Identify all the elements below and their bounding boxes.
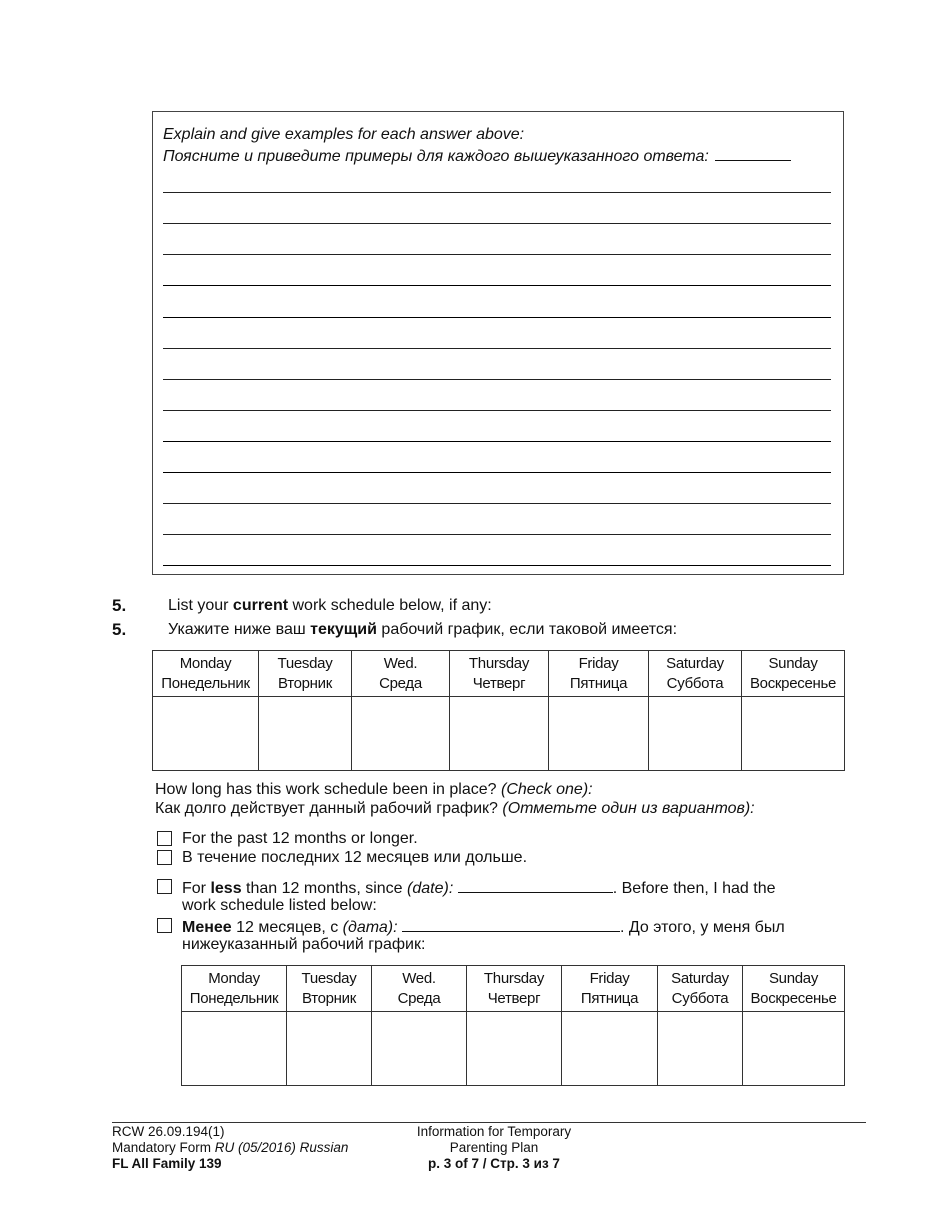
footer-rcw: RCW 26.09.194(1) [112, 1124, 225, 1139]
day-header-thursday: Thursday Четверг [450, 651, 549, 697]
opt2-en-italic: (date): [407, 880, 454, 897]
schedule-cell-sunday[interactable] [742, 697, 845, 771]
footer-mandatory-italic: RU (05/2016) Russian [214, 1140, 349, 1155]
opt2-en-mid: than 12 months, since [241, 880, 408, 897]
footer-divider [112, 1122, 866, 1123]
schedule-cell-tuesday[interactable] [287, 1012, 372, 1086]
opt2-ru-post: . До этого, у меня был [620, 919, 785, 936]
day-header-sunday: Sunday Воскресенье [742, 651, 845, 697]
write-line[interactable] [163, 441, 831, 442]
explain-prompt-en: Explain and give examples for each answer above: [163, 126, 525, 143]
opt2-label-ru-line2: нижеуказанный рабочий график: [182, 936, 426, 953]
write-line[interactable] [163, 503, 831, 504]
schedule-cell-saturday[interactable] [658, 1012, 743, 1086]
table-header-row [153, 651, 845, 697]
write-line[interactable] [163, 472, 831, 473]
write-line[interactable] [163, 379, 831, 380]
footer-title-line2: Parenting Plan [449, 1140, 539, 1155]
opt1-label-en: For the past 12 months or longer. [182, 830, 418, 847]
day-header-wednesday: Wed. Среда [352, 651, 450, 697]
footer-center [394, 1124, 594, 1172]
opt1-label-ru: В течение последних 12 месяцев или дольше. [182, 849, 528, 866]
day-header-friday: Friday Пятница [549, 651, 649, 697]
q5-ru-post: рабочий график, если таковой имеется: [376, 621, 678, 638]
footer-mandatory-pre: Mandatory Form [112, 1140, 215, 1155]
schedule-cell-friday[interactable] [562, 1012, 658, 1086]
schedule-cell-thursday[interactable] [467, 1012, 562, 1086]
opt2-en-pre: For [182, 880, 211, 897]
write-line[interactable] [163, 192, 831, 193]
dq-en-text: How long has this work schedule been in place? [155, 781, 497, 798]
day-header-monday: Monday Понедельник [182, 966, 287, 1012]
day-header-sunday: Sunday Воскресенье [743, 966, 845, 1012]
explain-blank[interactable] [715, 146, 791, 161]
opt2-label-en [182, 878, 776, 898]
day-header-tuesday: Tuesday Вторник [259, 651, 352, 697]
opt2-ru-bold: Менее [182, 919, 232, 936]
past-12-months-checkbox-ru[interactable] [157, 850, 172, 865]
schedule-cell-sunday[interactable] [743, 1012, 845, 1086]
footer-title-line1: Information for Temporary [416, 1124, 572, 1139]
write-line[interactable] [163, 348, 831, 349]
question-5-en [168, 597, 492, 615]
schedule-cell-wednesday[interactable] [372, 1012, 467, 1086]
write-line[interactable] [163, 565, 831, 566]
dq-ru-italic: (Отметьте один из вариантов): [502, 800, 755, 817]
opt2-label-en-line2: work schedule listed below: [182, 897, 377, 914]
explain-prompt-ru-text: Поясните и приведите примеры для каждого вышеуказанного ответа: [163, 148, 709, 165]
schedule-cell-thursday[interactable] [450, 697, 549, 771]
day-header-friday: Friday Пятница [562, 966, 658, 1012]
previous-schedule-table [181, 965, 845, 1086]
question-number: 5. [112, 596, 127, 615]
write-line[interactable] [163, 223, 831, 224]
explain-prompt-ru [163, 146, 791, 166]
schedule-cell-friday[interactable] [549, 697, 649, 771]
write-line[interactable] [163, 285, 831, 286]
opt2-en-bold: less [210, 880, 242, 897]
q5-en-pre: List your [168, 597, 233, 614]
footer-form-id: FL All Family 139 [112, 1156, 222, 1171]
since-date-field-ru[interactable] [402, 917, 620, 932]
schedule-cell-saturday[interactable] [649, 697, 742, 771]
day-header-monday: Monday Понедельник [153, 651, 259, 697]
day-header-wednesday: Wed. Среда [372, 966, 467, 1012]
day-header-thursday: Thursday Четверг [467, 966, 562, 1012]
footer-mandatory [112, 1140, 348, 1156]
dq-en-italic: (Check one): [501, 781, 593, 798]
duration-question-ru [155, 800, 755, 818]
opt2-label-ru [182, 917, 785, 937]
footer-page-number: p. 3 of 7 / Стр. 3 из 7 [428, 1156, 560, 1171]
question-5-ru [168, 621, 677, 639]
day-header-saturday: Saturday Суббота [658, 966, 743, 1012]
schedule-cell-tuesday[interactable] [259, 697, 352, 771]
schedule-cell-wednesday[interactable] [352, 697, 450, 771]
question-number: 5. [112, 620, 127, 639]
write-line[interactable] [163, 410, 831, 411]
footer-left [112, 1124, 348, 1172]
schedule-cell-monday[interactable] [153, 697, 259, 771]
q5-en-post: work schedule below, if any: [288, 597, 492, 614]
less-than-12-months-checkbox-en[interactable] [157, 879, 172, 894]
write-line[interactable] [163, 317, 831, 318]
day-header-tuesday: Tuesday Вторник [287, 966, 372, 1012]
less-than-12-months-checkbox-ru[interactable] [157, 918, 172, 933]
q5-ru-bold: текущий [310, 621, 377, 638]
explain-box [152, 111, 844, 575]
day-header-saturday: Saturday Суббота [649, 651, 742, 697]
opt2-ru-italic: (дата): [342, 919, 398, 936]
opt2-en-post: . Before then, I had the [612, 880, 776, 897]
table-row [153, 697, 845, 771]
current-schedule-table [152, 650, 845, 771]
write-line[interactable] [163, 534, 831, 535]
q5-en-bold: current [232, 597, 289, 614]
dq-ru-text: Как долго действует данный рабочий график? [155, 800, 498, 817]
schedule-cell-monday[interactable] [182, 1012, 287, 1086]
write-line[interactable] [163, 254, 831, 255]
table-header-row [182, 966, 845, 1012]
since-date-field-en[interactable] [458, 878, 613, 893]
table-row [182, 1012, 845, 1086]
opt2-ru-mid: 12 месяцев, с [231, 919, 343, 936]
q5-ru-pre: Укажите ниже ваш [168, 621, 311, 638]
past-12-months-checkbox-en[interactable] [157, 831, 172, 846]
duration-question-en [155, 781, 593, 799]
